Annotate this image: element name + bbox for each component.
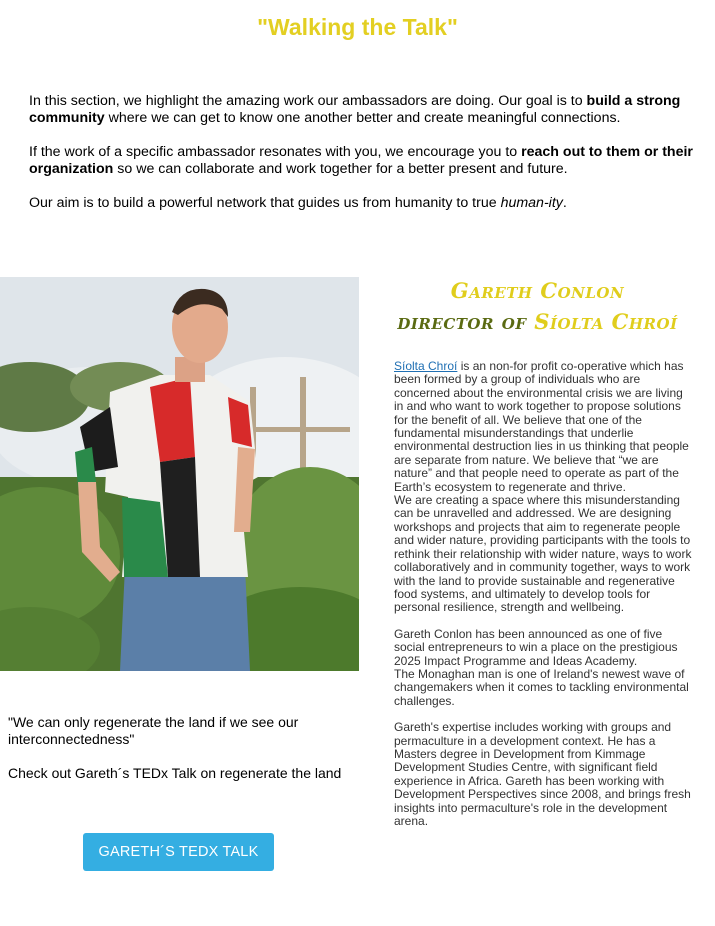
quote-section — [8, 714, 348, 799]
cta-text: Check out Gareth´s TEDx Talk on regenerate the land — [8, 765, 342, 781]
intro-emphasis: build a strong community — [29, 93, 681, 126]
organization-link[interactable]: Síolta Chroí — [394, 359, 458, 373]
intro-text: In this section, we highlight the amazing work our ambassadors are doing. Our goal is to — [29, 93, 587, 109]
role-organization: Síolta Chroí — [534, 309, 678, 334]
ambassador-role — [360, 309, 715, 334]
bio-paragraph-3: Gareth Conlon has been announced as one of five social entrepreneurs to win a place on the prestigious 2025 Impact Programme and Ideas Academy. — [394, 626, 678, 668]
intro-paragraph-3 — [29, 195, 694, 212]
bio-paragraph-2: We are creating a space where this misunderstanding can be unravelled and addressed. We are designing workshops and projects that aim to regenerate people and wider nature, providing participants with the tools to rethink their relationship with wider nature, ways to work collaboratively and in community together, ways to work with the land to provide sustainable and regenerative food systems, and ultimately to develop tools for personal resilience, strength and wellbeing. — [394, 493, 692, 615]
intro-section — [29, 93, 694, 229]
quote-text: "We can only regenerate the land if we see our interconnectedness" — [8, 714, 299, 747]
bio-text: is an non-for profit co-operative which has been formed by a group of individuals who are concerned about the environmental crisis we are living in and who want to work together to propose solutions for the benefit of all. We believe that one of the fundamental misunderstandings that underlie environmental destruction lies in us thinking that people are separate from nature. We believe that “we are nature” and that people need to operate as part of the Earth’s ecosystem to regenerate and thrive. — [394, 359, 689, 494]
intro-text: If the work of a specific ambassador resonates with you, we encourage you to — [29, 144, 522, 160]
intro-text: Our aim is to build a powerful network that guides us from humanity to true — [29, 195, 501, 211]
bio-paragraph-1 — [394, 360, 694, 494]
intro-paragraph-1 — [29, 93, 694, 127]
intro-emphasis: reach out to them or their organization — [29, 144, 693, 177]
role-prefix: director of — [397, 309, 527, 334]
bio-paragraph-4: The Monaghan man is one of Ireland's newest wave of changemakers when it comes to tackling environmental challenges. — [394, 666, 689, 708]
ambassador-bio — [394, 360, 694, 828]
bio-paragraph-5: Gareth's expertise includes working with groups and permaculture in a development context. He has a Masters degree in Development from Kimmage Development Studies Centre, with significant field experience in Africa. Gareth has been working with Development Perspectives since 2008, and brings fresh insights into permaculture's role in the development arena. — [394, 720, 691, 828]
portrait-photo — [0, 277, 359, 671]
intro-text: . — [562, 195, 567, 211]
intro-emphasis: human-ity — [500, 195, 563, 211]
page-title: "Walking the Talk" — [257, 14, 458, 40]
intro-paragraph-2 — [29, 144, 694, 178]
ambassador-name: Gareth Conlon — [450, 278, 625, 303]
tedx-talk-button[interactable]: GARETH´S TEDX TALK — [83, 833, 274, 871]
intro-text: so we can collaborate and work together for a better present and future. — [113, 161, 568, 177]
intro-text: where we can get to know one another better and create meaningful connections. — [104, 110, 621, 126]
